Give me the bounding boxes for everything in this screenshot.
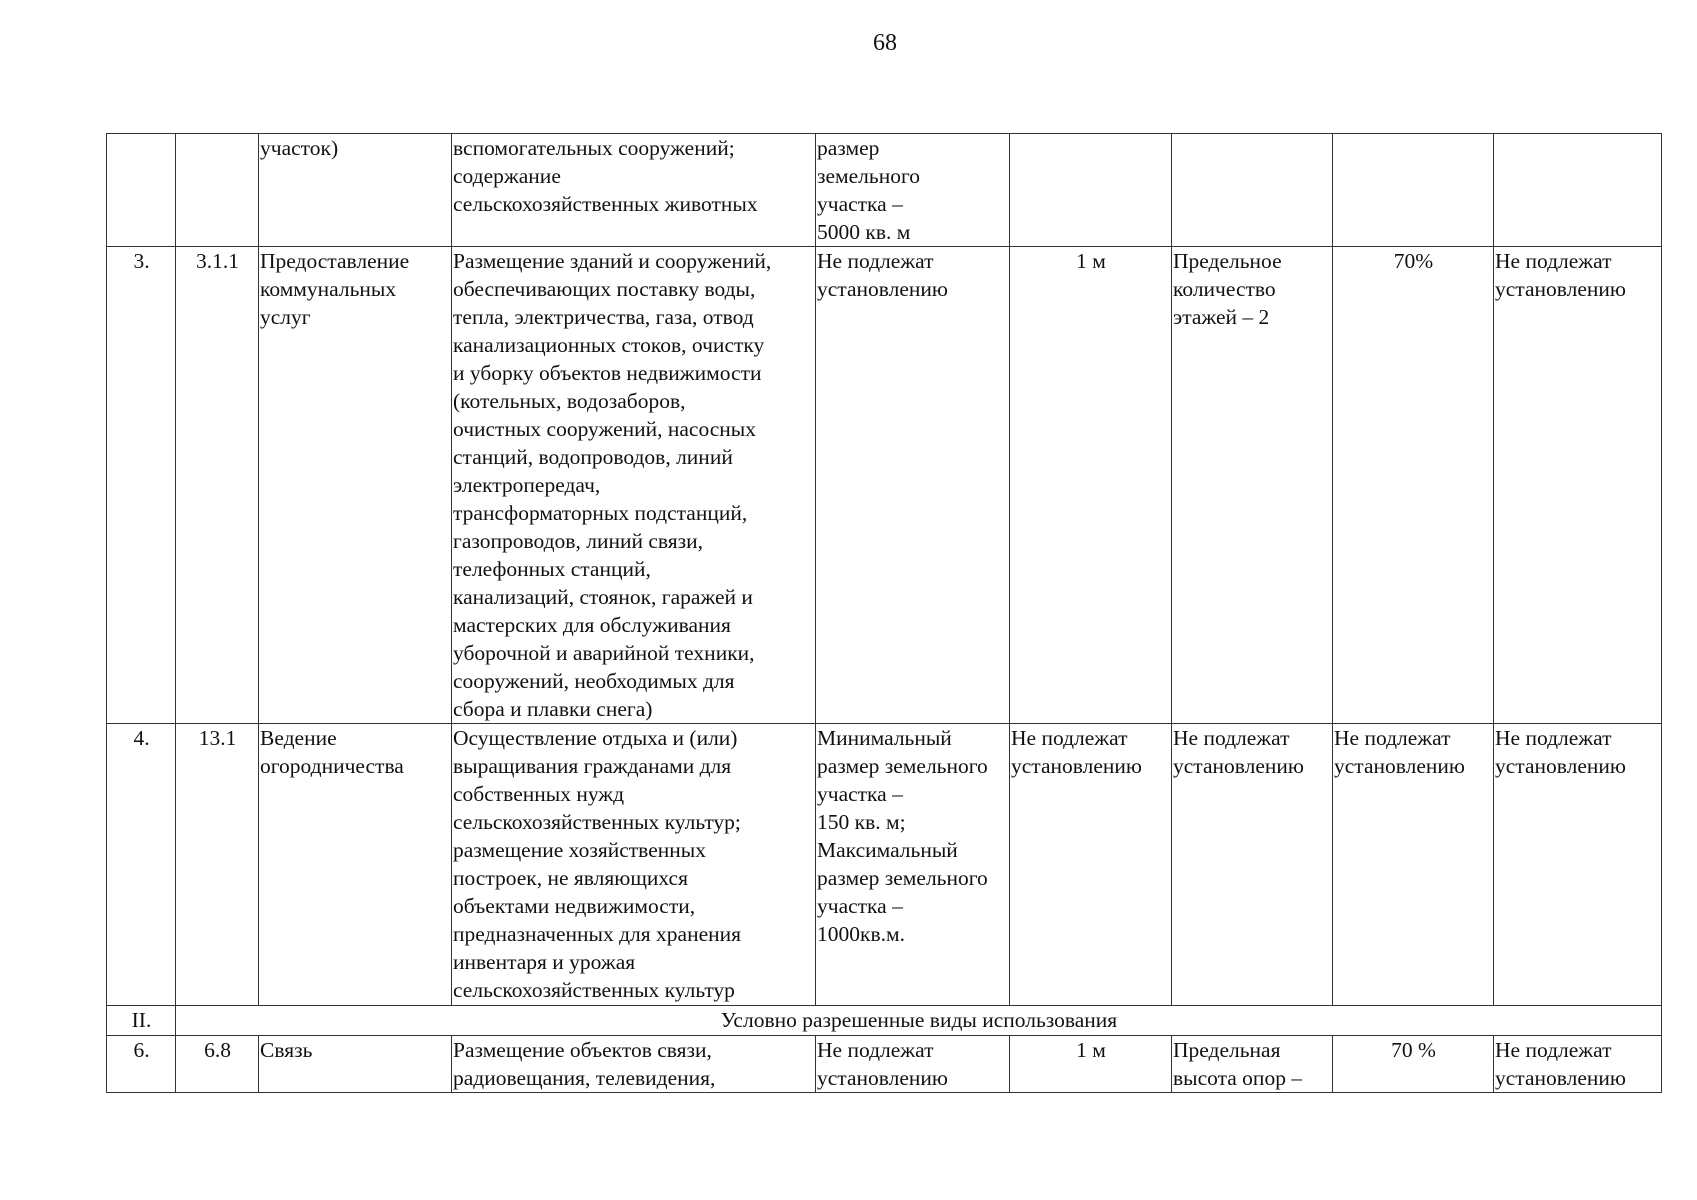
use-name: участок): [259, 134, 452, 247]
table-row: [107, 724, 1662, 1006]
row-number: 4.: [107, 724, 176, 1006]
setback: [1010, 134, 1172, 247]
table-row: [107, 247, 1662, 724]
coverage: [1333, 134, 1494, 247]
section-title: Условно разрешенные виды использования: [176, 1006, 1662, 1036]
use-name: Ведение огородничества: [259, 724, 452, 1006]
coverage: Не подлежат установлению: [1333, 724, 1494, 1006]
other-limits: Не подлежат установлению: [1494, 247, 1662, 724]
coverage: 70%: [1333, 247, 1494, 724]
zoning-table: [106, 133, 1662, 1093]
row-number: 6.: [107, 1036, 176, 1093]
row-number: 3.: [107, 247, 176, 724]
use-code: 6.8: [176, 1036, 259, 1093]
page-number: 68: [873, 30, 897, 56]
use-description: Размещение объектов связи, радиовещания, телевидения,: [452, 1036, 816, 1093]
row-number: [107, 134, 176, 247]
other-limits: Не подлежат установлению: [1494, 1036, 1662, 1093]
use-code: 3.1.1: [176, 247, 259, 724]
plot-size: размер земельного участка – 5000 кв. м: [816, 134, 1010, 247]
other-limits: Не подлежат установлению: [1494, 724, 1662, 1006]
use-code: 13.1: [176, 724, 259, 1006]
plot-size: Не подлежат установлению: [816, 247, 1010, 724]
setback: Не подлежат установлению: [1010, 724, 1172, 1006]
use-name: Предоставление коммунальных услуг: [259, 247, 452, 724]
height-limit: Предельная высота опор –: [1172, 1036, 1333, 1093]
use-description: Размещение зданий и сооружений, обеспечивающих поставку воды, тепла, электричества, газа, отвод канализационных стоков, очистку и уборку объектов недвижимости (котельных, водозаборов, очистных сооружений, насосных станций, водопроводов, линий электропередач, трансформаторных подстанций, газопроводов, линий связи, телефонных станций, канализаций, стоянок, гаражей и мастерских для обслуживания уборочной и аварийной техники, сооружений, необходимых для сбора и плавки снега): [452, 247, 816, 724]
section-number: II.: [107, 1006, 176, 1036]
height-limit: Предельное количество этажей – 2: [1172, 247, 1333, 724]
section-row: [107, 1006, 1662, 1036]
height-limit: Не подлежат установлению: [1172, 724, 1333, 1006]
coverage: 70 %: [1333, 1036, 1494, 1093]
plot-size: Не подлежат установлению: [816, 1036, 1010, 1093]
setback: 1 м: [1010, 247, 1172, 724]
use-name: Связь: [259, 1036, 452, 1093]
height-limit: [1172, 134, 1333, 247]
setback: 1 м: [1010, 1036, 1172, 1093]
plot-size: Минимальный размер земельного участка – 150 кв. м; Максимальный размер земельного участка – 1000кв.м.: [816, 724, 1010, 1006]
table-row: [107, 1036, 1662, 1093]
table-row: [107, 134, 1662, 247]
use-description: Осуществление отдыха и (или) выращивания гражданами для собственных нужд сельскохозяйственных культур; размещение хозяйственных построек, не являющихся объектами недвижимости, предназначенных для хранения инвентаря и урожая сельскохозяйственных культур: [452, 724, 816, 1006]
use-description: вспомогательных сооружений; содержание сельскохозяйственных животных: [452, 134, 816, 247]
other-limits: [1494, 134, 1662, 247]
use-code: [176, 134, 259, 247]
